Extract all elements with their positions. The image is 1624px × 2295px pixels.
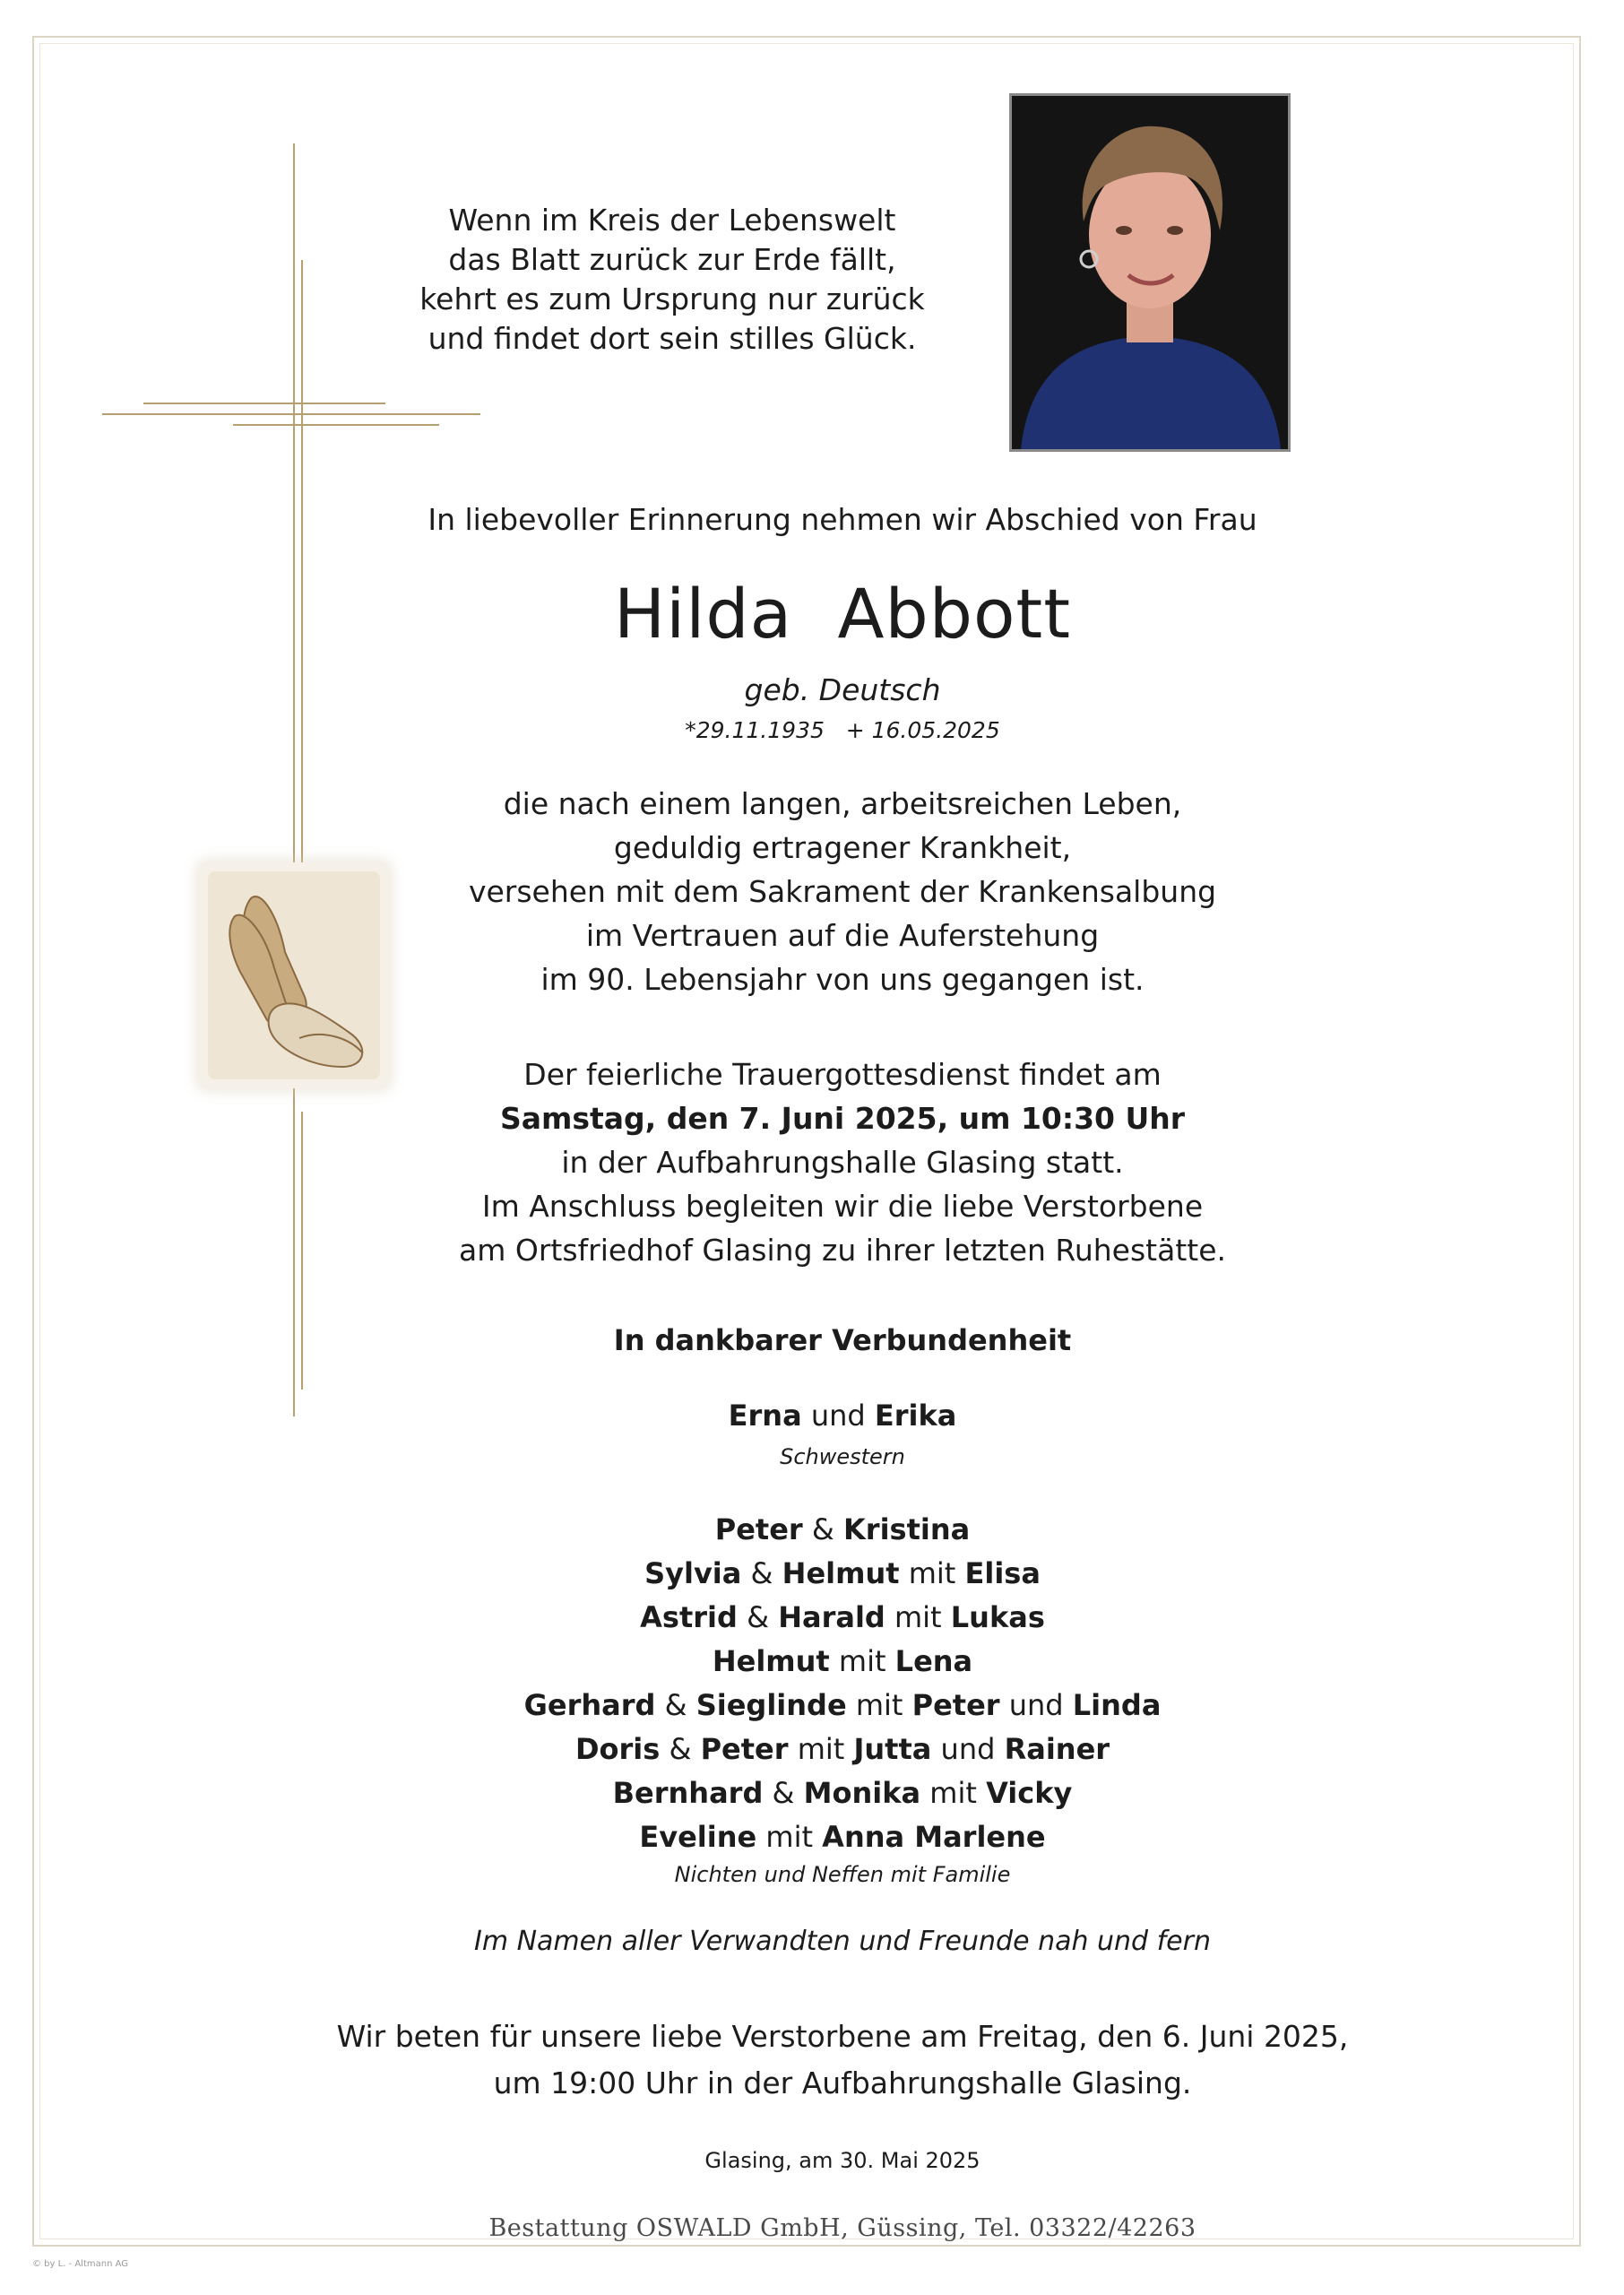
connector: & [750,1556,773,1590]
connector: & [811,1512,834,1546]
connector: mit [855,1688,903,1722]
sisters-label: Schwestern [780,1444,905,1469]
text-line: im 90. Lebensjahr von uns gegangen ist. [540,962,1145,997]
life-dates: *29.11.1935 + 16.05.2025 [685,717,1000,743]
connector: & [664,1688,687,1722]
text-line: im Vertrauen auf die Auferstehung [585,918,1100,953]
connector: und [810,1399,866,1433]
prayer-line: Wir beten für unsere liebe Verstorbene am Freitag, den 6. Juni 2025, [336,2019,1349,2054]
service-line: Im Anschluss begleiten wir die liebe Verstorbene [481,1189,1204,1224]
family-row [278,1596,1407,1640]
mourner-name: Eveline [639,1820,757,1854]
family-row [278,1815,1407,1859]
funeral-home-footer: Bestattung OSWALD GmbH, Güssing, Tel. 03322/42263 [488,2214,1196,2242]
connector: mit [838,1644,886,1678]
maiden-name: geb. Deutsch [744,672,941,707]
mourner-name: Anna Marlene [822,1820,1046,1854]
connector: und [940,1732,996,1766]
family-label: Nichten und Neffen mit Familie [674,1862,1011,1887]
deceased-name: Hilda Abbott [613,574,1072,654]
connector: mit [797,1732,845,1766]
mourner-name: Helmut [782,1556,900,1590]
poem-line: das Blatt zurück zur Erde fällt, [448,242,896,277]
prayer-line: um 19:00 Uhr in der Aufbahrungshalle Glasing. [493,2066,1192,2100]
intro-text: In liebevoller Erinnerung nehmen wir Abschied von Frau [428,502,1257,537]
family-list [278,1508,1407,1859]
mourner-name: Kristina [843,1512,971,1546]
mourner-name: Rainer [1004,1732,1110,1766]
family-row [278,1728,1407,1771]
mourner-name: Peter [700,1732,789,1766]
family-row [278,1771,1407,1815]
mourner-name: Gerhard [523,1688,656,1722]
connector: mit [929,1776,977,1810]
mourner-name: Harald [778,1600,885,1634]
connector: mit [894,1600,942,1634]
family-row [278,1508,1407,1552]
mourner-name: Peter [911,1688,1000,1722]
copyright-note: © by L. - Altmann AG [32,2259,129,2269]
mourner-name: Bernhard [612,1776,764,1810]
family-row [278,1552,1407,1596]
text-line: die nach einem langen, arbeitsreichen Leben, [503,786,1182,821]
mourner-name: Sieglinde [695,1688,847,1722]
connector: mit [908,1556,956,1590]
connector: & [747,1600,770,1634]
mourner-name: Erika [874,1399,957,1433]
text-line: versehen mit dem Sakrament der Krankensalbung [468,874,1217,909]
poem-line: und findet dort sein stilles Glück. [428,321,917,356]
service-date: Samstag, den 7. Juni 2025, um 10:30 Uhr [499,1101,1186,1136]
relatives-line: Im Namen aller Verwandten und Freunde nah und fern [474,1926,1211,1957]
mourner-name: Doris [574,1732,661,1766]
service-info [278,1052,1407,1272]
prayer-info [278,2014,1407,2107]
family-row [278,1684,1407,1728]
mourner-name: Monika [803,1776,921,1810]
poem [341,201,1004,359]
mourner-name: Vicky [986,1776,1073,1810]
connector: & [669,1732,692,1766]
mourner-name: Sylvia [644,1556,742,1590]
mourner-name: Lukas [950,1600,1045,1634]
mourner-name: Lena [894,1644,973,1678]
mourner-name: Astrid [640,1600,738,1634]
text-line: geduldig ertragener Krankheit, [613,830,1072,865]
mourner-name: Elisa [964,1556,1041,1590]
gratitude-heading: In dankbarer Verbundenheit [613,1323,1072,1357]
mourner-name: Helmut [712,1644,830,1678]
connector: und [1008,1688,1064,1722]
sisters-names [278,1399,1407,1433]
poem-line: Wenn im Kreis der Lebenswelt [448,203,896,238]
portrait-photo [1009,93,1291,452]
service-line: am Ortsfriedhof Glasing zu ihrer letzten Ruhestätte. [458,1233,1227,1268]
mourner-name: Linda [1072,1688,1162,1722]
place-date: Glasing, am 30. Mai 2025 [704,2148,980,2173]
connector: & [772,1776,795,1810]
connector: mit [765,1820,813,1854]
service-line: Der feierliche Trauergottesdienst findet am [523,1057,1162,1092]
service-line: in der Aufbahrungshalle Glasing statt. [561,1145,1124,1180]
family-row [278,1640,1407,1684]
mourner-name: Peter [714,1512,803,1546]
obituary-text [278,782,1407,1001]
poem-line: kehrt es zum Ursprung nur zurück [419,281,925,316]
mourner-name: Erna [728,1399,802,1433]
mourner-name: Jutta [853,1732,932,1766]
